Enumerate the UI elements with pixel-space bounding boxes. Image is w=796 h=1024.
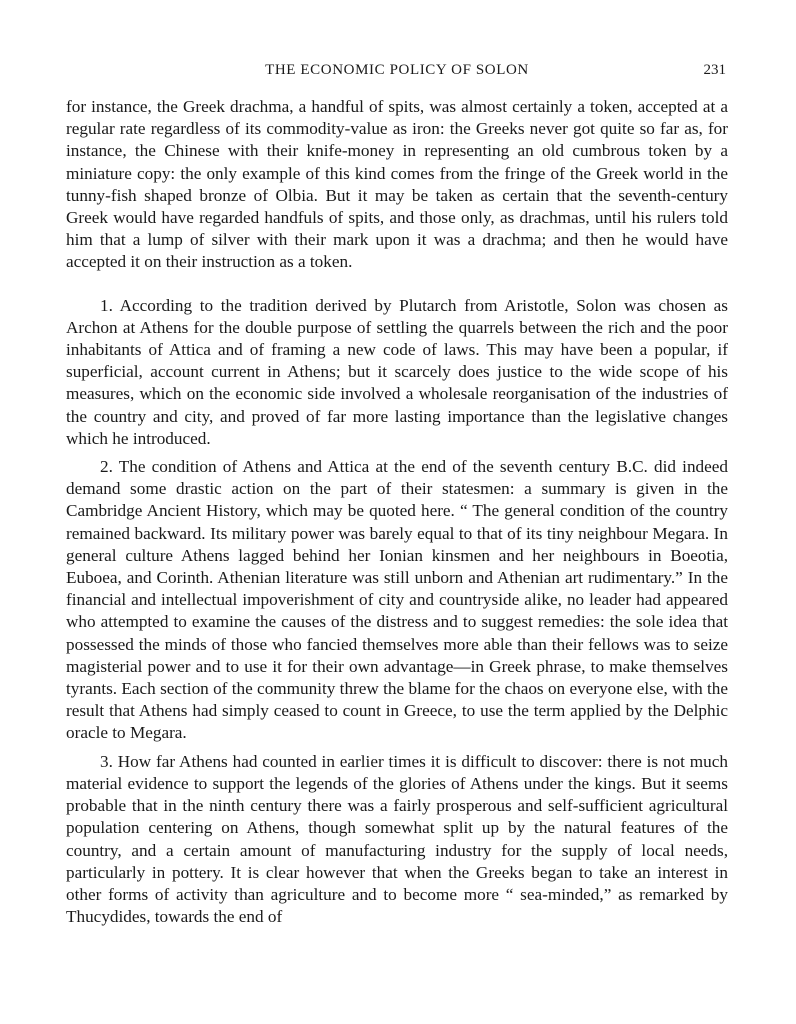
running-head-title: THE ECONOMIC POLICY OF SOLON	[265, 62, 529, 78]
book-page	[66, 58, 728, 928]
paragraph-section-3: 3. How far Athens had counted in earlier times it is difficult to discover: there is not much material evidence to support the legends of the glories of Athens under the kings. But it seems probable that in the ninth century there was a fairly prosperous and self-sufficient agricultural population centering on Athens, though somewhat split up by the natural features of the country, and a certain amount of manufacturing industry for the supply of local needs, particularly in pottery. It is clear however that when the Greeks began to take an interest in other forms of activity than agriculture and to become more “ sea-minded,” as remarked by Thucydides, towards the end of	[66, 751, 728, 927]
paragraph-section-2: 2. The condition of Athens and Attica at the end of the seventh century B.C. did indeed demand some drastic action on the part of their statesmen: a summary is given in the Cambridge Ancient History, which may be quoted here. “ The general condition of the country remained backward. Its military power was barely equal to that of its tiny neighbour Megara. In general culture Athens lagged behind her Ionian kinsmen and her neighbours in Boeotia, Euboea, and Corinth. Athenian literature was still unborn and Athenian art rudimentary.” In the financial and intellectual impoverishment of city and countryside alike, no leader had appeared who attempted to examine the causes of the distress and to suggest remedies: the sole idea that possessed the minds of those who fancied themselves more able than their fellows was to seize magisterial power and to use it for their own advantage—in Greek phrase, to make themselves tyrants. Each section of the community threw the blame for the chaos on everyone else, with the result that Athens had simply ceased to count in Greece, to use the term applied by the Delphic oracle to Megara.	[66, 457, 728, 743]
paragraph-section-1: 1. According to the tradition derived by Plutarch from Aristotle, Solon was chosen as Archon at Athens for the double purpose of settling the quarrels between the rich and the poor inhabitants of Attica and of framing a new code of laws. This may have been a popular, if superficial, account current in Athens; but it scarcely does justice to the wide scope of his measures, which on the economic side involved a wholesale reorganisation of the industries of the country and city, and proved of far more lasting importance than the legislative changes which he introduced.	[66, 295, 728, 448]
running-head	[66, 58, 728, 88]
page-number: 231	[703, 62, 726, 78]
paragraph-continuation: for instance, the Greek drachma, a handful of spits, was almost certainly a token, accepted at a regular rate regardless of its commodity-value as iron: the Greeks never got quite so far as, for instance, the Chinese with their knife-money in representing an old cumbrous token by a miniature copy: the only example of this kind comes from the fringe of the Greek world in the tunny-fish shaped bronze of Olbia. But it may be taken as certain that the seventh-century Greek would have regarded handfuls of spits, and those only, as drachmas, until his rulers told him that a lump of silver with their mark upon it was a drachma; and then he would have accepted it on their instruction as a token.	[66, 97, 728, 272]
